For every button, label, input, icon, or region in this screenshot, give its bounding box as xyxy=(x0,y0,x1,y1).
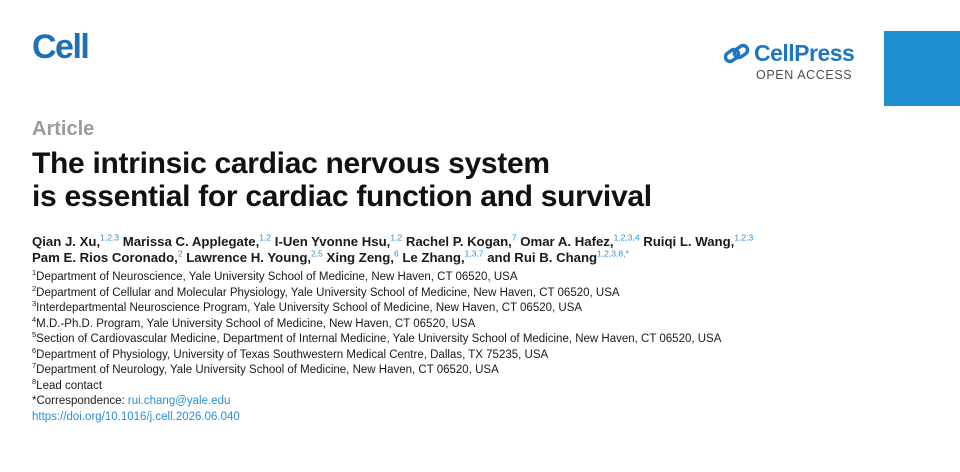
affiliation-text: Interdepartmental Neuroscience Program, Yale University School of Medicine, New Haven, CT 06520, USA xyxy=(36,302,583,314)
affiliation-item xyxy=(32,283,932,302)
author-name[interactable]: Qian J. Xu, xyxy=(32,234,101,249)
affiliation-number: 3 xyxy=(32,299,37,309)
affiliation-item xyxy=(32,270,932,286)
author-affiliation-ref[interactable]: 1,3,7 xyxy=(464,248,484,259)
author-line-2 xyxy=(32,250,932,266)
publisher-name: CellPress xyxy=(754,40,855,66)
author-affiliation-ref[interactable]: 2 xyxy=(177,248,183,259)
title-line-1: The intrinsic cardiac nervous system xyxy=(32,147,550,180)
affiliation-text: Department of Neurology, Yale University School of Medicine, New Haven, CT 06520, USA xyxy=(36,364,499,376)
correspondence-email-link[interactable]: rui.chang@yale.edu xyxy=(127,395,231,407)
article-title xyxy=(32,147,912,213)
author-name[interactable]: Xing Zeng, xyxy=(322,250,394,265)
affiliation-item xyxy=(32,345,932,364)
author-list xyxy=(32,234,932,266)
affiliation-text: Department of Cellular and Molecular Physiology, Yale University School of Medicine, New Haven, CT 06520, USA xyxy=(36,286,620,299)
author-affiliation-ref[interactable]: 1,2,3,4 xyxy=(613,232,640,243)
publisher-logo[interactable] xyxy=(724,40,864,82)
author-affiliation-ref[interactable]: 1,2,3 xyxy=(734,232,754,243)
cellpress-link-icon xyxy=(724,42,750,66)
author-affiliation-ref[interactable]: 2,5 xyxy=(311,248,323,259)
author-affiliation-ref[interactable]: 1,2 xyxy=(390,232,403,243)
author-name[interactable]: and Rui B. Chang xyxy=(483,250,598,265)
author-name[interactable]: Pam E. Rios Coronado, xyxy=(32,250,178,265)
affiliation-number: 5 xyxy=(32,330,37,340)
author-name[interactable]: Omar A. Hafez, xyxy=(516,234,614,249)
journal-logo: Cell xyxy=(32,28,89,66)
author-affiliation-ref[interactable]: 1,2,3,8,* xyxy=(597,248,629,259)
author-affiliation-ref[interactable]: 7 xyxy=(511,232,517,243)
author-line-1 xyxy=(32,234,932,250)
author-affiliation-ref[interactable]: 1,2,3 xyxy=(100,232,120,243)
author-affiliation-ref[interactable]: 6 xyxy=(393,248,399,259)
affiliation-text: Lead contact xyxy=(36,379,103,392)
author-name[interactable]: Ruiqi L. Wang, xyxy=(639,234,735,249)
affiliation-item xyxy=(32,314,932,333)
affiliation-list xyxy=(32,270,932,425)
affiliation-item xyxy=(32,301,932,317)
open-access-label: OPEN ACCESS xyxy=(756,68,853,82)
affiliation-item xyxy=(32,376,932,395)
corner-color-block xyxy=(884,31,960,106)
correspondence-label: *Correspondence: xyxy=(32,395,128,407)
article-type-label: Article xyxy=(32,118,95,140)
doi-link[interactable]: https://doi.org/10.1016/j.cell.2026.06.040 xyxy=(32,410,240,423)
affiliation-text: Department of Physiology, University of Texas Southwestern Medical Centre, Dallas, TX 75235, USA xyxy=(36,348,549,361)
affiliation-text: Department of Neuroscience, Yale University School of Medicine, New Haven, CT 06520, USA xyxy=(36,271,518,283)
doi-line xyxy=(32,410,932,426)
affiliation-item xyxy=(32,363,932,379)
author-name[interactable]: Lawrence H. Young, xyxy=(182,250,312,265)
title-line-2: is essential for cardiac function and survival xyxy=(32,180,652,213)
affiliation-text: Section of Cardiovascular Medicine, Department of Internal Medicine, Yale University School of Medicine, New Haven, CT 06520, USA xyxy=(36,333,722,345)
author-name[interactable]: Rachel P. Kogan, xyxy=(402,234,512,249)
affiliation-number: 7 xyxy=(32,361,37,371)
affiliation-number: 8 xyxy=(32,376,37,386)
author-affiliation-ref[interactable]: 1,2 xyxy=(259,232,272,243)
affiliation-item xyxy=(32,332,932,348)
affiliation-number: 2 xyxy=(32,283,37,293)
author-name[interactable]: Marissa C. Applegate, xyxy=(119,234,260,249)
author-name[interactable]: I-Uen Yvonne Hsu, xyxy=(271,234,391,249)
affiliation-number: 6 xyxy=(32,345,37,355)
correspondence-line xyxy=(32,394,932,410)
affiliation-text: M.D.-Ph.D. Program, Yale University School of Medicine, New Haven, CT 06520, USA xyxy=(36,317,476,330)
affiliation-number: 1 xyxy=(32,268,37,278)
affiliation-number: 4 xyxy=(32,314,37,324)
author-name[interactable]: Le Zhang, xyxy=(398,250,465,265)
